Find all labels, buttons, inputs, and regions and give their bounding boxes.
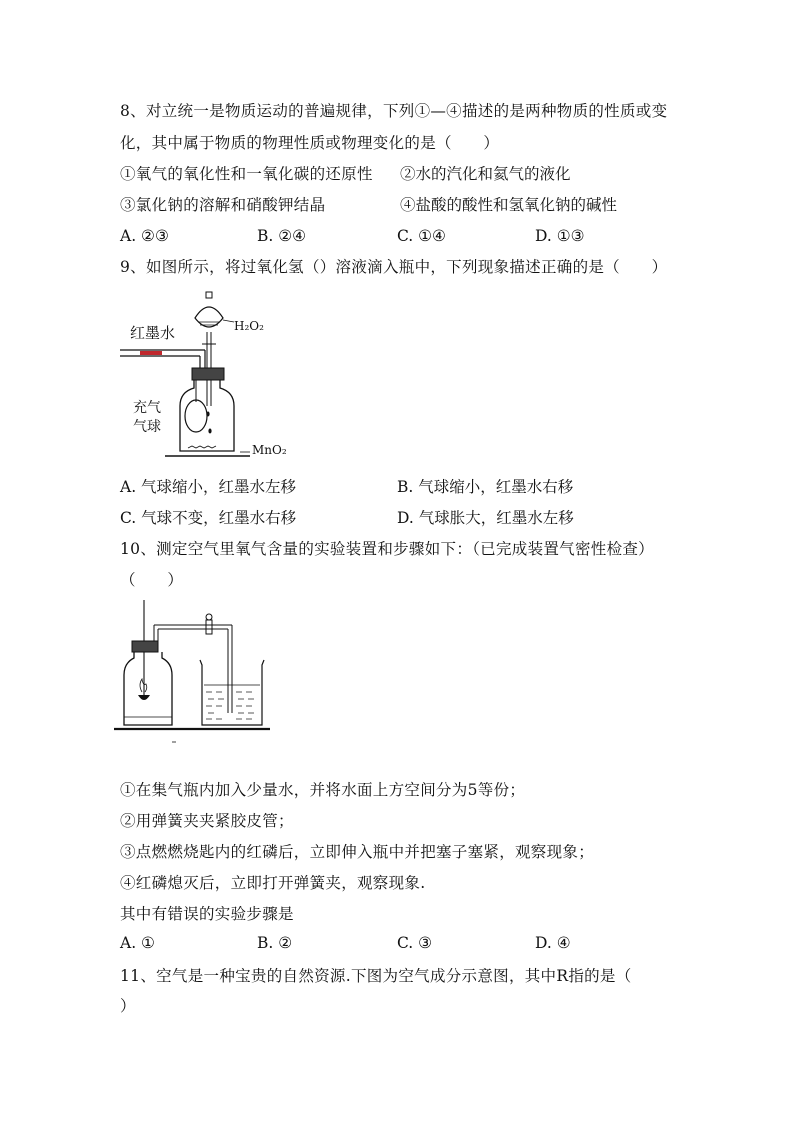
q9-apparatus-figure xyxy=(110,288,310,468)
label-red-ink: 红墨水 xyxy=(130,324,176,342)
balloon xyxy=(185,400,207,432)
label-h2o2: H₂O₂ xyxy=(234,319,264,333)
q10-step-1: ①在集气瓶内加入少量水，并将水面上方空间分为5等份； xyxy=(120,781,526,799)
label-mno2: MnO₂ xyxy=(252,443,287,457)
q10-stem-line2: （ ） xyxy=(120,571,184,589)
q10-option-c[interactable]: C. ③ xyxy=(397,934,433,952)
label-balloon-line2: 气球 xyxy=(133,419,161,435)
q10-question: 其中有错误的实验步骤是 xyxy=(120,905,294,923)
q9-option-d[interactable]: D. 气球胀大，红墨水左移 xyxy=(397,509,574,527)
q10-step-2: ②用弹簧夹夹紧胶皮管； xyxy=(120,812,294,830)
q8-option-a[interactable]: A. ②③ xyxy=(120,227,169,245)
q9-stem: 9、如图所示，将过氧化氢（）溶液滴入瓶中，下列现象描述正确的是（ ） xyxy=(120,258,668,276)
q9-option-b[interactable]: B. 气球缩小，红墨水右移 xyxy=(397,478,574,496)
q10-step-3: ③点燃燃烧匙内的红磷后，立即伸入瓶中并把塞子塞紧，观察现象； xyxy=(120,843,595,861)
q8-item-3: ③氯化钠的溶解和硝酸钾结晶 xyxy=(120,196,326,214)
red-ink-column xyxy=(140,351,162,355)
q10-option-d[interactable]: D. ④ xyxy=(535,934,571,952)
q9-option-c[interactable]: C. 气球不变，红墨水右移 xyxy=(120,509,297,527)
q8-stem-line2: 化，其中属于物质的物理性质或物理变化的是（ ） xyxy=(120,134,500,152)
q10-apparatus-figure xyxy=(112,595,272,745)
q10-step-4: ④红磷熄灭后，立即打开弹簧夹，观察现象. xyxy=(120,874,426,892)
q9-option-a[interactable]: A. 气球缩小，红墨水左移 xyxy=(120,478,297,496)
q10-option-b[interactable]: B. ② xyxy=(257,934,293,952)
q11-stem-line1: 11、空气是一种宝贵的自然资源.下图为空气成分示意图，其中R指的是（ xyxy=(120,967,632,985)
q10-option-a[interactable]: A. ① xyxy=(120,934,155,952)
label-balloon-line1: 充气 xyxy=(133,400,161,416)
q8-option-c[interactable]: C. ①④ xyxy=(397,227,446,245)
q8-item-2: ②水的汽化和氦气的液化 xyxy=(400,165,571,183)
q11-stem-line2: ） xyxy=(120,997,136,1015)
q8-item-1: ①氧气的氧化性和一氧化碳的还原性 xyxy=(120,165,373,183)
q8-option-d[interactable]: D. ①③ xyxy=(535,227,585,245)
q8-option-b[interactable]: B. ②④ xyxy=(257,227,307,245)
q10-stem-line1: 10、测定空气里氧气含量的实验装置和步骤如下：（已完成装置气密性检查） xyxy=(120,540,654,558)
q8-stem-line1: 8、对立统一是物质运动的普遍规律，下列①—④描述的是两种物质的性质或变 xyxy=(120,102,668,120)
q8-item-4: ④盐酸的酸性和氢氧化钠的碱性 xyxy=(400,196,618,214)
